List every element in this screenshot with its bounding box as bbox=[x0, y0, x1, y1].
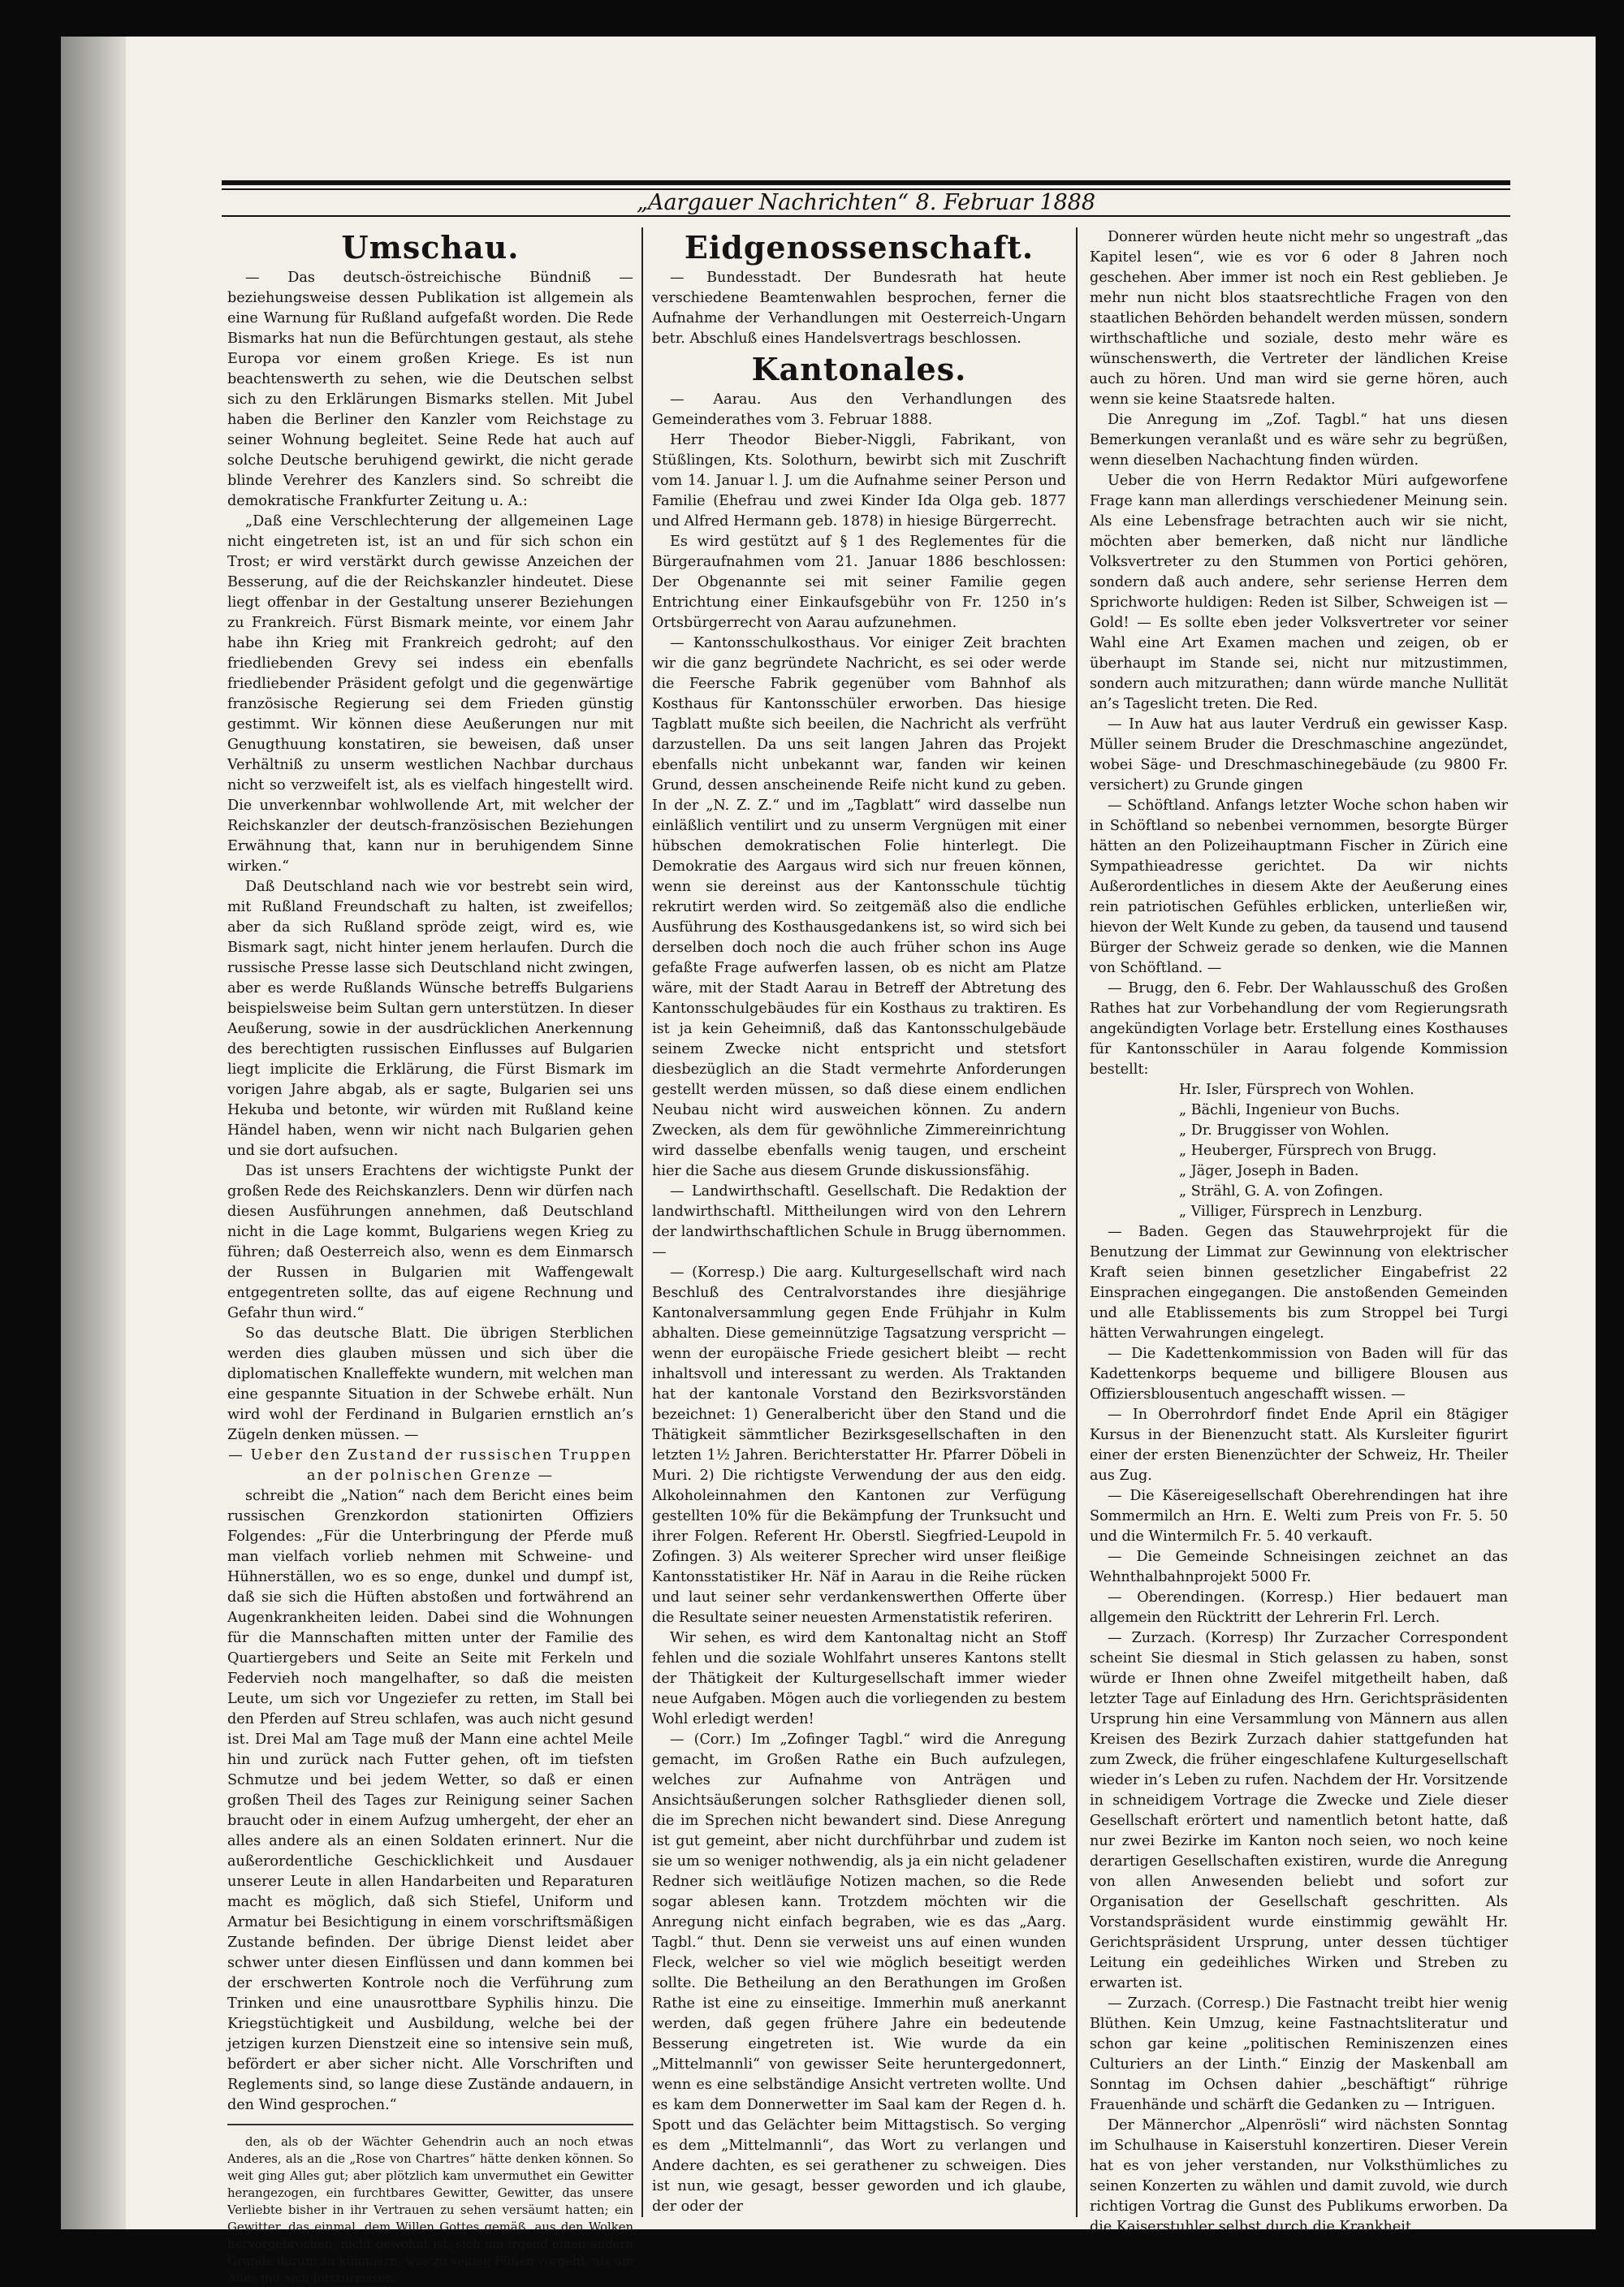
header-rule-thick bbox=[222, 180, 1510, 185]
article-paragraph: — Landwirthschaftl. Gesellschaft. Die Redaktion der landwirthschaftl. Mittheilungen wird von den Lehrern der landwirthschaftlichen Schule in Brugg übernommen. — bbox=[652, 1183, 1066, 1260]
article-paragraph: Es wird gestützt auf § 1 des Reglementes für die Bürgeraufnahmen vom 21. Januar 1886 beschlossen: Der Obgenannte sei mit seiner Familie gegen Entrichtung einer Einkaufsgebühr von Fr. 1250 in’s Ortsbürgerrecht von Aarau aufzunehmen. bbox=[652, 534, 1066, 631]
article-paragraph: Daß Deutschland nach wie vor bestrebt sein wird, mit Rußland Freundschaft zu halten, ist zweifellos; aber da sich Rußland spröde zeigt, wird es, wie Bismark sagt, nicht hinter jenem herlaufen. Durch die russische Presse lasse sich Deutschland nicht zwingen, aber es werde Rußlands Wünsche betreffs Bulgariens beispielsweise beim Sultan gern unterstützen. In dieser Aeußerung, sowie in der ausdrücklichen Anerkennung des berechtigten russischen Einflusses auf Bulgarien liegt implicite die Erklärung, die Fürst Bismark im vorigen Jahre abgab, als er sagte, Bulgarien sei uns Hekuba und betonte, wir würden mit Rußland keine Händel haben, wenn wir nicht nach Bulgarien gehen und sie dort aufsuchen. bbox=[227, 879, 633, 1159]
article-paragraph: Ueber die von Herrn Redaktor Müri aufgeworfene Frage kann man allerdings verschiedener Meinung sein. Als eine Lebensfrage betrachten auch wir sie nicht, möchten aber bemerken, daß nicht nur ländliche Volksvertreter zu den Stummen von Portici gehören, sondern daß auch andere, sehr seriense Herren dem Sprichworte huldigen: Reden ist Silber, Schweigen ist — Gold! — Es sollte eben jeder Volksvertreter vor seiner Wahl eine Art Examen machen und zeigen, ob er überhaupt im Stande sei, nicht nur mitzustimmen, sondern auch mitzurathen; dann würde manche Nullität an’s Tageslicht treten. Die Red. bbox=[1090, 473, 1508, 712]
page-fold-shadow bbox=[61, 37, 126, 2229]
article-quote: „Daß eine Verschlechterung der allgemeinen Lage nicht eingetreten ist, ist an und für sich schon ein Trost; er wird verstärkt durch gewisse Anzeichen der Besserung, auf die der Reichskanzler hindeutet. Diese liegt offenbar in der Gestaltung unserer Beziehungen zu Frankreich. Fürst Bismark meinte, vor einem Jahr habe ihn Krieg mit Frankreich gedroht; auf den friedliebenden Grevy sei indess ein ebenfalls friedliebender Präsident gefolgt und die gegenwärtige französische Regierung sei dem Frieden günstig gestimmt. Wir können diese Aeußerungen nur mit Genugthuung konstatiren, sie beweisen, daß unser Verhältniß zu unserm westlichen Nachbar durchaus nicht so verzweifelt ist, als es vielfach hingestellt wird. Die unverkennbar wohlwollende Art, mit welcher der Reichskanzler der deutsch-französischen Beziehungen Erwähnung that, kann nur in beruhigendem Sinne wirken.“ bbox=[227, 513, 633, 875]
article-paragraph: Herr Theodor Bieber-Niggli, Fabrikant, von Stüßlingen, Kts. Solothurn, bewirbt sich mit Zuschrift vom 14. Januar l. J. um die Aufnahme seiner Person und Familie (Ehefrau und zwei Kinder Ida Olga geb. 1877 und Alfred Hermann geb. 1878) in hiesige Bürgerrecht. bbox=[652, 432, 1066, 530]
column-divider-1 bbox=[641, 227, 643, 2217]
article-paragraph: — Bundesstadt. Der Bundesrath hat heute verschiedene Beamtenwahlen besprochen, ferner die Aufnahme der Verhandlungen mit Oesterreich-Ungarn betr. Abschluß eines Handelsvertrags beschlossen. bbox=[652, 270, 1066, 347]
commission-member: „ Villiger, Fürsprech in Lenzburg. bbox=[1179, 1204, 1423, 1220]
commission-member: „ Heuberger, Fürsprech von Brugg. bbox=[1179, 1143, 1437, 1159]
article-paragraph: — Baden. Gegen das Stauwehrprojekt für die Benutzung der Limmat zur Gewinnung von elektrischer Kraft seien binnen gesetzlicher Eingabefrist 22 Einsprachen eingegangen. Die anstoßenden Gemeinden und alle Etablissements bis zum Stroppel bei Turgi hätten Verwahrungen eingelegt. bbox=[1090, 1224, 1508, 1342]
article-paragraph: — Die Käsereigesellschaft Oberehrendingen hat ihre Sommermilch an Hrn. E. Welti zum Preis von Fr. 5. 50 und die Wintermilch Fr. 5. 40 verkauft. bbox=[1090, 1488, 1508, 1545]
column-umschau bbox=[227, 227, 633, 2287]
article-paragraph: — Aarau. Aus den Verhandlungen des Gemeinderathes vom 3. Februar 1888. bbox=[652, 391, 1066, 428]
article-subheading: — Ueber den Zustand der russischen Truppen an der polnischen Grenze — bbox=[228, 1447, 633, 1484]
article-paragraph: — Zurzach. (Korresp) Ihr Zurzacher Correspondent scheint Sie diesmal in Stich gelassen zu haben, sonst würde er Ihnen ohne Zweifel mitgetheilt haben, daß letzter Tage auf Einladung des Hrn. Gerichtspräsidenten Ursprung hin eine Versammlung von Männern aus allen Kreisen des Bezirk Zurzach dahier stattgefunden hat zum Zweck, die früher eingeschlafene Kulturgesellschaft wieder in’s Leben zu rufen. Nachdem der Hr. Vorsitzende in schneidigem Vortrage die Zwecke und Ziele dieser Gesellschaft erörtert und namentlich betont hatte, daß nur zwei Bezirke im Kanton noch seien, wo noch keine derartigen Gesellschaften existiren, wurde die Anregung von allen Anwesenden beliebt und sofort zur Organisation der Gesellschaft geschritten. Als Vorstandspräsident wurde einstimmig gewählt Hr. Gerichtspräsident Ursprung, unter dessen tüchtiger Leitung ein gedeihliches Wirken und Streben zu erwarten ist. bbox=[1090, 1630, 1508, 1991]
article-paragraph: — Brugg, den 6. Febr. Der Wahlausschuß des Großen Rathes hat zur Vorbehandlung der vom Regierungsrath angekündigten Vorlage betr. Erstellung eines Kosthauses für Kantonsschüler in Aarau folgende Kommission bestellt: bbox=[1090, 980, 1508, 1078]
article-paragraph: — In Auw hat aus lauter Verdruß ein gewisser Kasp. Müller seinem Bruder die Dreschmaschine angezündet, wobei Säge- und Dreschmaschinegebäude (zu 9800 Fr. versichert) zu Grunde gingen bbox=[1090, 716, 1508, 793]
column-divider-2 bbox=[1076, 227, 1078, 2217]
header-rule-bottom bbox=[222, 215, 1510, 217]
article-paragraph: — Das deutsch-östreichische Bündniß — beziehungsweise dessen Publikation ist allgemein als eine Warnung für Rußland aufgefaßt worden. Die Rede Bismarks hat nun die Befürchtungen gestaut, als stehe Europa vor einem großen Kriege. Es ist nun beachtenswerth zu sehen, wie die Deutschen selbst sich zu den Erklärungen Bismarks stellen. Mit Jubel haben die Berliner den Kanzler vom Reichstage zu seiner Wohnung begleitet. Seine Rede hat auch auf solche Deutsche beruhigend gewirkt, die nicht gerade blinde Verehrer des Kanzlers sind. So schreibt die demokratische Frankfurter Zeitung u. A.: bbox=[227, 270, 633, 509]
article-paragraph: Der Männerchor „Alpenrösli“ wird nächsten Sonntag im Schulhause in Kaiserstuhl konzertiren. Dieser Verein hat es von jeher verstanden, nur Volksthümliches zu seinen Konzerten zu wählen und damit zuvold, wie durch richtigen Vortrag die Gunst des Publikums erworben. Da die Kaiserstuhler selbst durch die Krankheit bbox=[1090, 2117, 1508, 2235]
article-paragraph: Das ist unsers Erachtens der wichtigste Punkt der großen Rede des Reichskanzlers. Denn wir dürfen nach diesen Ausführungen annehmen, daß Deutschland nicht in die Lage kommt, Bulgariens wegen Krieg zu führen; daß Oesterreich also, wenn es dem Einmarsch der Russen in Bulgarien mit Waffengewalt entgegentreten sollte, das auf eigene Rechnung und Gefahr thun wird.“ bbox=[227, 1163, 633, 1321]
article-paragraph: — In Oberrohrdorf findet Ende April ein 8tägiger Kursus in der Bienenzucht statt. Als Kursleiter figurirt einer der ersten Bienenzüchter der Schweiz, Hr. Theiler aus Zug. bbox=[1090, 1407, 1508, 1484]
feuilleton-text: den, als ob der Wächter Gehendrin auch an noch etwas Anderes, als an die „Rose von Chartres“ hätte denken können. So weit ging Alles gut; aber plötzlich kam unvermuthet ein Gewitter herangezogen, ein furchtbares Gewitter, Gewitter, das unsere Verliebte bisher in ihr Vertrauen zu sehen versäumt hatten; ein Gewitter, das einmal, dem Willen Gottes gemäß, aus den Wolken hervorgebrochen, nicht gewohnt ist, sich um irgend einen andern Grunde darum zu kümmern, was zu seinen Füßen vorgeht, als um Alles mit sich fortzureissen. bbox=[227, 2135, 633, 2285]
article-paragraph: — Schöftland. Anfangs letzter Woche schon haben wir in Schöftland so nebenbei vernommen, besorgte Bürger hätten an den Polizeihauptmann Fischer in Zürich eine Sympathieadresse gerichtet. Da wir nichts Außerordentliches in diesem Akte der Aeußerung eines rein patriotischen Gefühles erblicken, unterließen wir, hievon der Welt Kunde zu geben, da tausend und tausend Bürger der Schweiz gerade so denken, wie die Mannen von Schöftland. — bbox=[1090, 798, 1508, 976]
article-paragraph: Wir sehen, es wird dem Kantonaltag nicht an Stoff fehlen und die soziale Wohlfahrt unseres Kantons stellt der Thätigkeit der Kulturgesellschaft immer wieder neue Aufgaben. Mögen auch die vorliegenden zu bestem Wohl erledigt werden! bbox=[652, 1630, 1066, 1727]
section-heading-umschau: Umschau. bbox=[341, 229, 520, 266]
article-paragraph: So das deutsche Blatt. Die übrigen Sterblichen werden dies glauben müssen und sich über die diplomatischen Knalleffekte wundern, mit welchen man eine gespannte Situation in der Schwebe erhält. Nun wird wohl der Ferdinand in Bulgarien ernstlich an’s Zügeln denken müssen. — bbox=[227, 1325, 633, 1443]
article-paragraph: — Die Gemeinde Schneisingen zeichnet an das Wehnthalbahnprojekt 5000 Fr. bbox=[1090, 1549, 1508, 1585]
article-paragraph: — Zurzach. (Corresp.) Die Fastnacht treibt hier wenig Blüthen. Kein Umzug, keine Fastnachtsliteratur und schon gar keine „politischen Reminiszenzen eines Culturiers an der Linth.“ Einzig der Maskenball am Sonntag im Ochsen dahier „beschäftigt“ rührige Frauenhände und schärft die Gedanken zu — Intriguen. bbox=[1090, 1995, 1508, 2113]
feuilleton-divider bbox=[227, 2124, 633, 2125]
article-paragraph: — (Korresp.) Die aarg. Kulturgesellschaft wird nach Beschluß des Centralvorstandes ihre diesjährige Kantonalversammlung gegen Ende Frühjahr in Kulm abhalten. Diese gemeinnützige Tagsatzung verspricht — wenn der europäische Friede gesichert bleibt — recht inhaltsvoll und interessant zu werden. Als Traktanden hat der kantonale Vorstand den Bezirksvorständen bezeichnet: 1) Generalbericht über den Stand und die Thätigkeit sämmtlicher Bezirksgesellschaften in den letzten 1½ Jahren. Berichterstatter Hr. Pfarrer Döbeli in Muri. 2) Die richtigste Verwendung der aus den eidg. Alkoholeinnahmen den Kantonen zur Verfügung gestellten 10% für die Bekämpfung der Trunksucht und ihrer Folgen. Referent Hr. Oberstl. Siegfried-Leupold in Zofingen. 3) Als weiterer Sprecher wird unser fleißige Kantonsstatistiker Hr. Näf in Aarau in die Reihe rücken und laut seiner sehr verdankenswerthen Offerte über die Resultate seiner neuesten Armenstatistik referiren. bbox=[652, 1265, 1066, 1626]
article-paragraph: — (Corr.) Im „Zofinger Tagbl.“ wird die Anregung gemacht, im Großen Rathe ein Buch aufzulegen, welches zur Aufnahme von Anträgen und Ansichtsäußerungen solcher Rathsglieder dienen soll, die im Sprechen nicht bewandert sind. Diese Anregung ist gut gemeint, aber nicht durchführbar und zudem ist sie um so weniger nothwendig, als ja ein nicht geladener Redner sich weitläufige Notizen machen, so die Rede sogar ablesen kann. Trotzdem möchten wir die Anregung nicht einfach begraben, wie es das „Aarg. Tagbl.“ thut. Denn sie verweist uns auf einen wunden Fleck, welcher so viel wie möglich beseitigt werden sollte. Die Betheilung an den Berathungen im Großen Rathe ist eine zu einseitige. Immerhin muß anerkannt werden, daß gegen frühere Jahre ein bedeutende Besserung eingetreten ist. Wie wurde da ein „Mittelmannli“ von gewisser Seite heruntergedonnert, wenn es eine selbständige Ansicht vertreten wollte. Und es kam dem Donnerwetter im Saal kam der Regen d. h. Spott und das Gelächter beim Mittagstisch. So verging es dem „Mittelmannli“, das Wort zu verlangen und Andere dachten, es sei gerathener zu schweigen. Dies ist nun, wie gesagt, besser geworden und ich glaube, der oder der bbox=[652, 1731, 1066, 2215]
commission-member: „ Jäger, Joseph in Baden. bbox=[1179, 1163, 1359, 1179]
commission-member: „ Dr. Bruggisser von Wohlen. bbox=[1179, 1122, 1389, 1139]
article-paragraph: — Oberendingen. (Korresp.) Hier bedauert man allgemein den Rücktritt der Lehrerin Frl. Lerch. bbox=[1090, 1589, 1508, 1626]
article-paragraph: — Die Kadettenkommission von Baden will für das Kadettenkorps bequeme und billigere Blousen aus Offiziersblousentuch angeschafft wissen. — bbox=[1090, 1346, 1508, 1403]
commission-member: „ Bächli, Ingenieur von Buchs. bbox=[1179, 1102, 1400, 1118]
article-paragraph: schreibt die „Nation“ nach dem Bericht eines beim russischen Grenzkordon stationirten Offiziers Folgendes: „Für die Unterbringung der Pferde muß man vielfach vorlieb nehmen mit Schweine- und Hühnerställen, wo es so enge, dunkel und dumpf ist, daß sie sich die Hüften abstoßen und fortwährend an Augenkrankheiten leiden. Dabei sind die Wohnungen für die Mannschaften mitten unter der Familie des Quartiergebers und Seite an Seite mit Ferkeln und Federvieh noch mangelhafter, so daß die meisten Leute, um sich vor Ungeziefer zu retten, im Stall bei den Pferden auf Streu schlafen, was auch nicht gesund ist. Drei Mal am Tage muß der Mann eine achtel Meile hin und zurück nach Futter gehen, oft im tiefsten Schmutze und bei jedem Wetter, so daß er einen großen Theil des Tages zur Reinigung seiner Sachen braucht oder in einem Aufzug umhergeht, der eher an alles andere als an einen Soldaten erinnert. Nur die außerordentliche Geschicklichkeit und Ausdauer unserer Leute in allen Handarbeiten und Reparaturen macht es möglich, daß sich Stiefel, Uniform und Armatur bei Besichtigung in einem vorschriftsmäßigen Zustande befinden. Der übrige Dienst leidet aber schwer unter diesen Einflüssen und dann kommen bei der erschwerten Kontrole noch die Verführung zum Trinken und eine unausrottbare Syphilis hinzu. Die Kriegstüchtigkeit und Ausbildung, welche bei der jetzigen kurzen Dienstzeit eine so intensive sein muß, befördert er aber sicher nicht. Alle Vorschriften und Reglements sind, so lange diese Zustände andauern, in den Wind gesprochen.“ bbox=[227, 1488, 633, 2113]
section-heading-kantonales: Kantonales. bbox=[751, 351, 967, 387]
article-paragraph: Donnerer würden heute nicht mehr so ungestraft „das Kapitel lesen“, wie es vor 6 oder 8 Jahren noch geschehen. Aber immer ist noch ein Rest geblieben. Je mehr nun nicht blos staatsrechtliche Fragen von den staatlichen Behörden behandelt werden müssen, sondern wirthschaftliche und soziale, desto mehr wäre es wünschenswerth, die Vertreter der ländlichen Kreise auch zu hören. Und man wird sie gerne hören, auch wenn sie keine Staatsrede halten. bbox=[1090, 229, 1508, 408]
commission-member: „ Strähl, G. A. von Zofingen. bbox=[1179, 1183, 1384, 1200]
page-header-title: „Aargauer Nachrichten“ 8. Februar 1888 bbox=[636, 190, 1096, 215]
section-heading-eidgenossenschaft: Eidgenossenschaft. bbox=[684, 229, 1034, 266]
column-eidgenossenschaft bbox=[652, 227, 1066, 2217]
article-paragraph: Die Anregung im „Zof. Tagbl.“ hat uns diesen Bemerkungen veranlaßt und es wäre sehr zu begrüßen, wenn dieselben Nachachtung finden würden. bbox=[1090, 412, 1508, 469]
column-kantonales-continued bbox=[1090, 227, 1508, 2237]
commission-member: Hr. Isler, Fürsprech von Wohlen. bbox=[1179, 1082, 1415, 1098]
article-paragraph: — Kantonsschulkosthaus. Vor einiger Zeit brachten wir die ganz begründete Nachricht, es sei oder werde die Feersche Fabrik gegenüber vom Bahnhof als Kosthaus für Kantonsschüler erworben. Das hiesige Tagblatt mußte sich beeilen, die Nachricht als verfrüht darzustellen. Da uns seit langen Jahren das Projekt ebenfalls nicht unbekannt war, fanden wir keinen Grund, dessen anscheinende Reife nicht kund zu geben. In der „N. Z. Z.“ und im „Tagblatt“ wird dasselbe nun einläßlich ventilirt und zu unserm Vergnügen mit einer hübschen demokratischen Folie hinterlegt. Die Demokratie des Aargaus wird sich nur freuen können, wenn sie dereinst aus der Kantonsschule tüchtig rekrutirt werden wird. So zeitgemäß also die endliche Ausführung des Kosthausgedankens ist, so wird sich bei derselben doch noch die auch früher schon ins Auge gefaßte Frage aufwerfen lassen, ob es nicht am Platze wäre, mit der Stadt Aarau in Betreff der Abtretung des Kantonsschulgebäudes für ein Kosthaus zu traktiren. Es ist ja kein Geheimniß, daß das Kantonsschulgebäude seinem Zwecke nicht entspricht und stetsfort diesbezüglich an die Stadt vermehrte Anforderungen gestellt werden müssen, so daß diese einem endlichen Neubau nicht wird ausweichen können. Zu andern Zwecken, als dem für gewöhnliche Zimmereinrichtung wird dasselbe ebenfalls wenig taugen, und erscheint hier die Sache aus diesem Grunde diskussionsfähig. bbox=[652, 635, 1066, 1179]
